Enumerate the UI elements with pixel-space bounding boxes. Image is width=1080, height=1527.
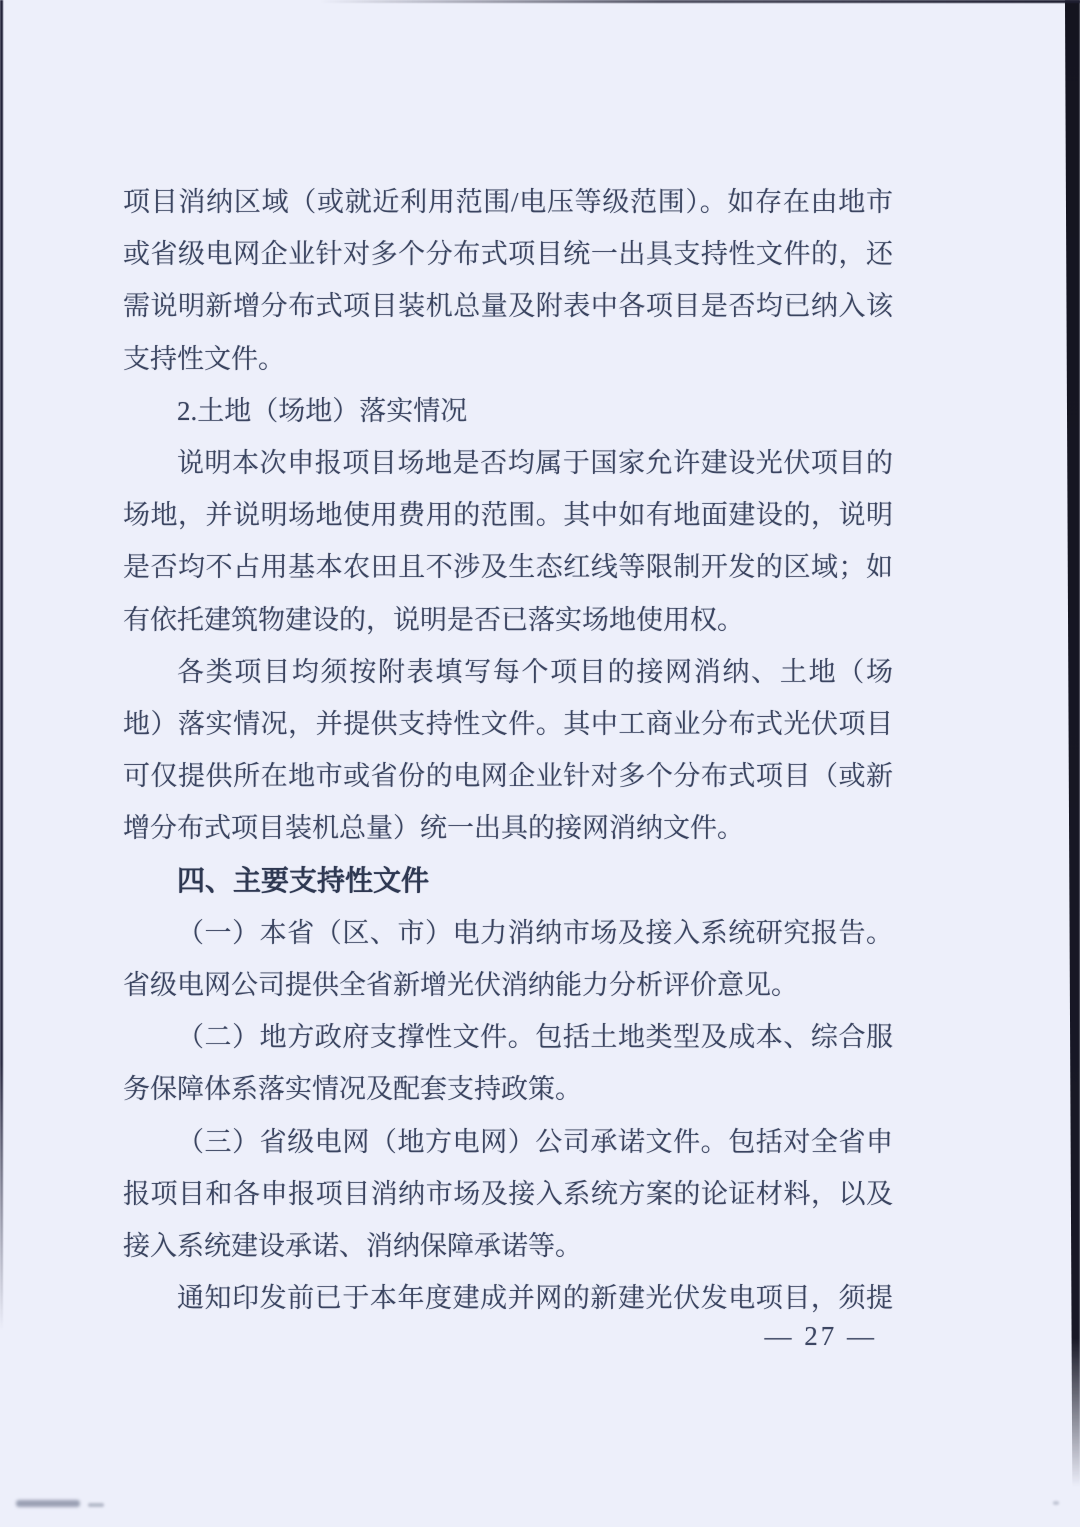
paragraph (123, 646, 893, 855)
scan-smudge (88, 1503, 104, 1507)
paragraph (123, 437, 893, 646)
text-line: 项目消纳区域（或就近利用范围/电压等级范围）。如存在由地市 (123, 187, 893, 217)
paragraph (123, 907, 893, 1011)
text-line: 2.土地（场地）落实情况 (177, 395, 468, 426)
page-number: — 27 — (764, 1321, 877, 1351)
text-line: 务保障体系落实情况及配套支持政策。 (123, 1074, 582, 1105)
section-heading (123, 855, 893, 907)
text-line: 可仅提供所在地市或省份的电网企业针对多个分布式项目（或新 (123, 761, 893, 792)
text-line: （三）省级电网（地方电网）公司承诺文件。包括对全省申 (177, 1126, 893, 1157)
text-line: 说明本次申报项目场地是否均属于国家允许建设光伏项目的 (177, 448, 893, 479)
paragraph-numbered-item (123, 385, 893, 437)
text-line: 通知印发前已于本年度建成并网的新建光伏发电项目，须提 (177, 1283, 893, 1314)
document-body (123, 176, 893, 1324)
text-line: 增分布式项目装机总量）统一出具的接网消纳文件。 (123, 813, 744, 844)
text-line: 各类项目均须按附表填写每个项目的接网消纳、土地（场 (177, 656, 893, 687)
paragraph (123, 1011, 893, 1115)
text-line: 有依托建筑物建设的，说明是否已落实场地使用权。 (123, 604, 744, 635)
paragraph (123, 1272, 893, 1324)
text-line: 支持性文件。 (123, 343, 285, 374)
scan-smudge (16, 1500, 80, 1507)
text-line: 或省级电网企业针对多个分布式项目统一出具支持性文件的，还 (123, 239, 893, 270)
text-line: 省级电网公司提供全省新增光伏消纳能力分析评价意见。 (123, 970, 798, 1001)
text-line: 场地，并说明场地使用费用的范围。其中如有地面建设的，说明 (123, 500, 893, 531)
section-heading-text: 四、主要支持性文件 (177, 864, 430, 896)
paragraph (123, 176, 893, 385)
scan-edge-top (320, 0, 1080, 3)
paragraph (123, 1116, 893, 1273)
text-line: （二）地方政府支撑性文件。包括土地类型及成本、综合服 (177, 1022, 893, 1053)
scan-speck (1053, 1501, 1059, 1505)
text-line: 是否均不占用基本农田且不涉及生态红线等限制开发的区域；如 (123, 552, 893, 583)
text-line: 报项目和各申报项目消纳市场及接入系统方案的论证材料，以及 (123, 1178, 893, 1209)
scan-edge-right (1064, 0, 1080, 1487)
text-line: （一）本省（区、市）电力消纳市场及接入系统研究报告。 (177, 917, 893, 948)
text-line: 地）落实情况，并提供支持性文件。其中工商业分布式光伏项目 (123, 709, 893, 740)
scan-edge-left (0, 0, 3, 1330)
text-line: 需说明新增分布式项目装机总量及附表中各项目是否均已纳入该 (123, 291, 893, 322)
text-line: 接入系统建设承诺、消纳保障承诺等。 (123, 1231, 582, 1262)
